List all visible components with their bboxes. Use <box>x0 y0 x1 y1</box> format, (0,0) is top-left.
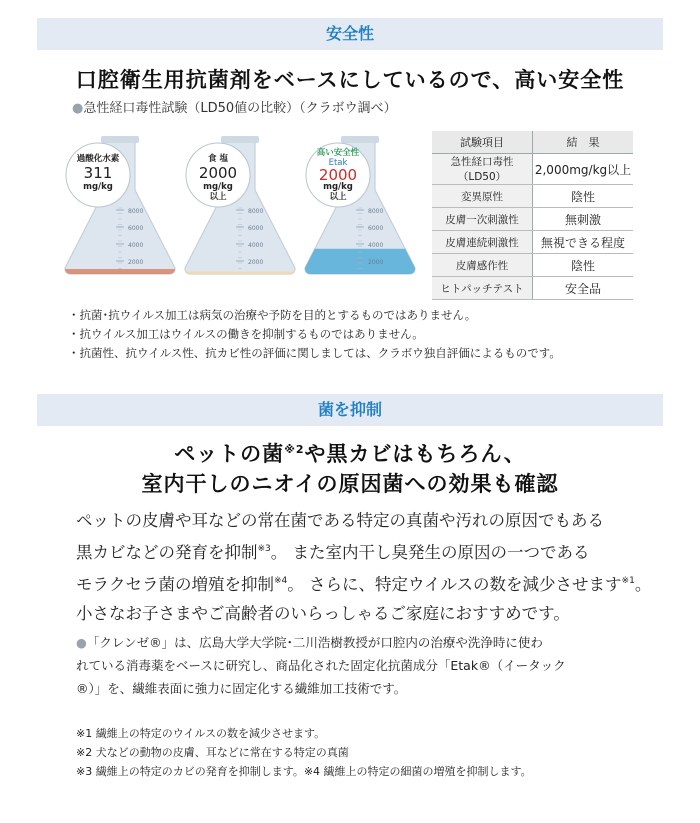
table-cell-item: 皮膚感作性 <box>432 254 533 277</box>
explanation-text: 「クレンゼ®」は、広島大学大学院･二川浩樹教授が口腔内の治療や洗浄時に使わ <box>86 635 543 650</box>
table-cell-result: 無視できる程度 <box>533 231 634 254</box>
table-cell-result: 無刺激 <box>533 208 634 231</box>
flask-tick-label: 4000 <box>248 242 264 249</box>
body-line <box>76 567 676 599</box>
explanation-line <box>76 631 676 654</box>
explanation-line: ®）」を、繊維表面に強力に固定化する繊維加工技術です。 <box>76 681 407 696</box>
table-row <box>432 254 633 277</box>
disclaimer-note: ・抗ウイルス加工はウイルスの働きを抑制するものではありません。 <box>68 327 424 341</box>
badge-value: 2000 <box>318 166 358 184</box>
flask-illustration <box>60 130 432 290</box>
table-row <box>432 208 633 231</box>
body-text: 。 また室内干し臭発生の原因の一つである <box>270 543 590 562</box>
body-line <box>76 506 676 535</box>
badge-label2: 以上 <box>209 192 227 202</box>
footnote: ※3 繊維上の特定のカビの発育を抑制します。※4 繊維上の特定の細菌の増殖を抑制します。 <box>76 765 532 778</box>
badge-label: 食 塩 <box>208 154 228 164</box>
safety-headline: 口腔衛生用抗菌剤をベースにしているので、高い安全性 <box>75 68 625 92</box>
body-text: 。 さらに、特定ウイルスの数を減少させます <box>287 575 622 594</box>
flask-tick-label: 8000 <box>368 208 384 215</box>
bullet-icon: ● <box>72 101 84 116</box>
bacteria-headline-line2: 室内干しのニオイの原因菌への効果も確認 <box>141 472 559 496</box>
flask-tick-label: 4000 <box>368 242 384 249</box>
table-cell-result: 陰性 <box>533 185 634 208</box>
footnote-ref: ※1 <box>621 576 635 586</box>
badge-label2: 以上 <box>329 192 347 202</box>
table-cell-result: 陰性 <box>533 254 634 277</box>
disclaimer-notes <box>68 306 561 363</box>
flask-tick-label: 4000 <box>128 242 144 249</box>
table-cell-result: 2,000mg/kg以上 <box>533 154 634 185</box>
badge-unit: mg/kg <box>83 182 113 192</box>
flask-tick-label: 8000 <box>248 208 264 215</box>
flask-tick-label: 8000 <box>128 208 144 215</box>
flask-tick-label: 2000 <box>128 259 144 266</box>
explanation-line: れている消毒薬をベースに研究し、商品化された固定化抗菌成分「Etak®（イータック <box>76 658 566 673</box>
flask-tick-label: 6000 <box>368 225 384 232</box>
footnote-ref: ※2 <box>284 443 305 456</box>
footnote-ref: ※4 <box>274 576 288 586</box>
table-cell-item: ヒトパッチテスト <box>432 277 533 300</box>
section-band-bacteria: 菌を抑制 <box>37 394 663 426</box>
body-text: モラクセラ菌の増殖を抑制 <box>76 575 274 594</box>
footnote-ref: ※3 <box>257 544 271 554</box>
bullet-icon: ● <box>76 635 87 650</box>
toxicity-subtitle-text: 急性経口毒性試験（LD50値の比較）（クラボウ調べ） <box>83 101 397 116</box>
body-text: 黒カビなどの発育を抑制 <box>76 543 258 562</box>
body-line <box>76 599 676 628</box>
badge-value: 2000 <box>198 164 238 182</box>
footnotes <box>76 724 532 781</box>
table-header-item: 試験項目 <box>432 131 533 154</box>
table-row <box>432 277 633 300</box>
flask-tick-label: 2000 <box>248 259 264 266</box>
flask-tick-label: 6000 <box>128 225 144 232</box>
table-cell-item: 変異原性 <box>432 185 533 208</box>
flask-tick-label: 6000 <box>248 225 264 232</box>
body-text: 小さなお子さまやご高齢者のいらっしゃるご家庭におすすめです。 <box>76 604 570 623</box>
bacteria-headline-line1 <box>37 438 663 468</box>
section-band-safety: 安全性 <box>37 18 663 50</box>
disclaimer-note: ・抗菌･抗ウイルス加工は病気の治療や予防を目的とするものではありません。 <box>68 308 477 322</box>
toxicity-subtitle <box>72 97 397 116</box>
footnote: ※1 繊維上の特定のウイルスの数を減少させます。 <box>76 727 326 740</box>
headline-text: や黒カビはもちろん、 <box>304 442 526 466</box>
disclaimer-note: ・抗菌性、抗ウイルス性、抗カビ性の評価に関しましては、クラボウ独自評価によるものです。 <box>68 346 561 360</box>
badge-label: Etak <box>328 158 348 168</box>
table-row <box>432 154 633 185</box>
bacteria-body <box>76 506 676 628</box>
badge-high-safety: 高い安全性 <box>316 148 360 158</box>
table-cell-result: 安全品 <box>533 277 634 300</box>
badge-label: 過酸化水素 <box>76 154 120 164</box>
flask-rim <box>101 136 139 143</box>
table-row <box>432 185 633 208</box>
body-text: ペットの皮膚や耳などの常在菌である特定の真菌や汚れの原因でもある <box>76 511 604 530</box>
body-text: 。 <box>634 575 652 594</box>
flask-rim <box>221 136 259 143</box>
flask-tick-label: 2000 <box>368 259 384 266</box>
badge-unit: mg/kg <box>203 182 233 192</box>
flask-rim <box>341 136 379 143</box>
toxicity-table <box>432 131 633 300</box>
footnote: ※2 犬などの動物の皮膚、耳などに常在する特定の真菌 <box>76 746 349 759</box>
body-line <box>76 535 676 567</box>
badge-value: 311 <box>83 164 113 182</box>
table-cell-item: 皮膚連続刺激性 <box>432 231 533 254</box>
badge-unit: mg/kg <box>323 182 353 192</box>
table-row <box>432 231 633 254</box>
cleanse-explanation <box>76 631 676 700</box>
headline-text: ペットの菌 <box>174 442 285 466</box>
table-header-result: 結 果 <box>533 131 634 154</box>
table-cell-item: 皮膚一次刺激性 <box>432 208 533 231</box>
table-cell-item: 急性経口毒性（LD50） <box>432 154 533 185</box>
